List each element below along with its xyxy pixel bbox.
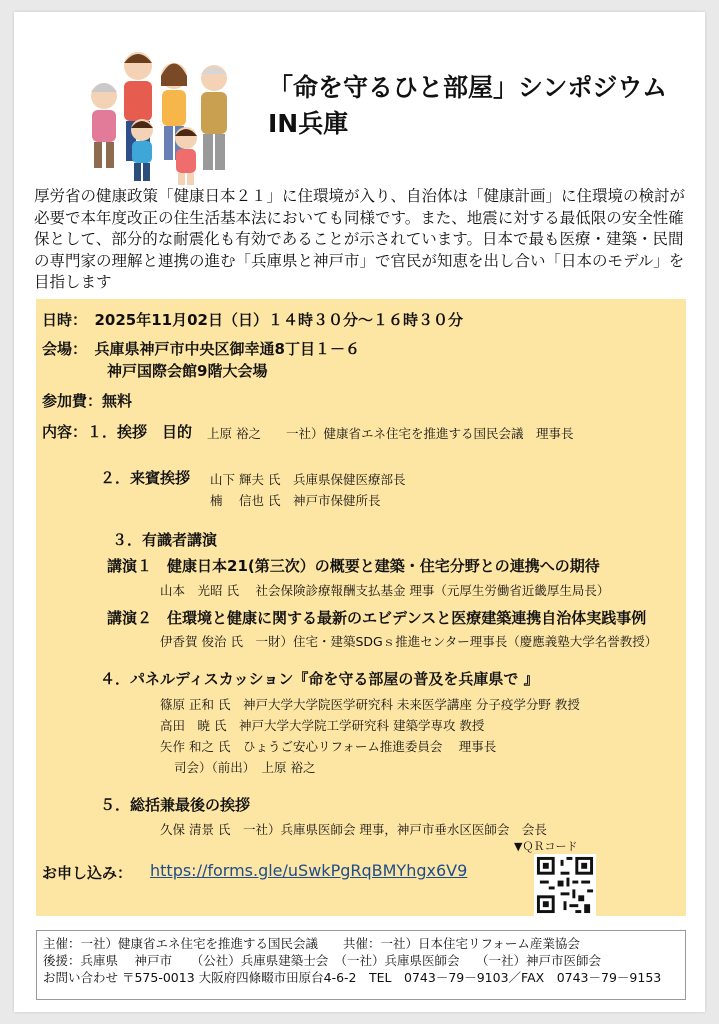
footer-contact: お問い合わせ 〒575-0013 大阪府四條畷市田原台4-6-2 TEL 0743－79－9103／FAX 0743－79－9153 [43,970,662,985]
event-title [268,70,667,142]
event-venue: 会場： 兵庫県神戸市中央区御幸通8丁目１－６ [42,340,360,358]
event-fee: 参加費：無料 [42,392,133,410]
panelist-3: 矢作 和之 氏 ひょうご安心リフォーム推進委員会 理事長 [160,739,497,754]
program-closing-label: ５．総括兼最後の挨拶 [100,796,251,814]
guest-1: 山下 輝夫 氏 兵庫県保健医療部長 [210,472,406,487]
footer-supporters: 後援：兵庫県 神戸市 （公社）兵庫県建築士会 （一社）兵庫県医師会 （一社）神戸市医師会 [43,953,601,968]
program-greeting-label: 内容：１．挨拶 目的 [42,423,193,441]
title-line-2: IN兵庫 [268,109,349,138]
guest-2: 楠 信也 氏 神戸市保健所長 [210,493,381,508]
panelist-2: 高田 暁 氏 神戸大学大学院工学研究科 建築学専攻 教授 [160,718,485,733]
event-venue-hall: 神戸国際会館9階大会場 [107,362,268,380]
title-line-1: 「命を守るひと部屋」シンポジウム [268,73,668,102]
qr-code[interactable] [534,854,596,916]
lecture-1-title: 講演１ 健康日本21(第三次）の概要と建築・住宅分野との連携への期待 [107,557,600,575]
apply-link[interactable]: https://forms.gle/uSwkPgRqBMYhgx6V9 [150,861,468,880]
family-illustration [76,36,254,188]
program-panel-label: ４．パネルディスカッション『命を守る部屋の普及を兵庫県で 』 [100,670,539,688]
event-date: 日時： 2025年11月02日（日）１４時３０分～１６時３０分 [42,311,463,329]
lecture-1-speaker: 山本 光昭 氏 社会保険診療報酬支払基金 理事（元厚生労働省近畿厚生局長） [160,583,610,598]
footer-organizers: 主催：一社）健康省エネ住宅を推進する国民会議 共催：一社）日本住宅リフォーム産業協会 [43,936,580,951]
program-guest-label: ２．来賓挨拶 [100,469,191,487]
lecture-2-speaker: 伊香賀 俊治 氏 一財）住宅・建築SDGｓ推進センター理事長（慶應義塾大学名誉教授） [160,634,658,649]
qr-label: ▼ＱＲコード [514,840,578,853]
moderator: 司会）（前出） 上原 裕之 [174,760,316,775]
program-expert-label: ３．有識者講演 [112,531,218,549]
intro-text: 厚労省の健康政策「健康日本２１」に住環境が入り、自治体は「健康計画」に住環境の検討が必要で本年度改正の住生活基本法においても同様です。また、地震に対する最低限の安全性確保として、部分的な耐震化も有効であることが示されています。日本で最も医療・建築・民間の専門家の理解と連携の進む「兵庫県と神戸市」で官民が知恵を出し合い「日本のモデル」を目指します [34,187,686,291]
lecture-2-title: 講演２ 住環境と健康に関する最新のエビデンスと医療建築連携自治体実践事例 [107,609,647,627]
panelist-1: 篠原 正和 氏 神戸大学大学院医学研究科 未来医学講座 分子疫学分野 教授 [160,697,580,712]
closing-speaker: 久保 清景 氏 一社）兵庫県医師会 理事，神戸市垂水区医師会 会長 [160,822,547,837]
footer-box [36,930,686,1000]
flyer-page [14,12,705,1012]
apply-label: お申し込み： [42,864,133,882]
greeting-person: 上原 裕之 一社）健康省エネ住宅を推進する国民会議 理事長 [207,426,574,441]
